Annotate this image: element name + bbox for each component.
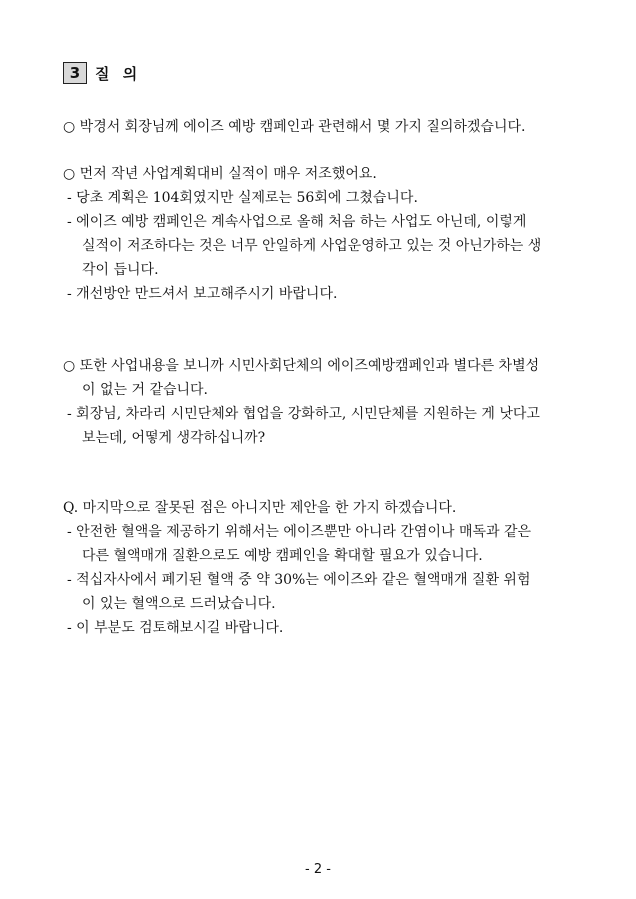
section-title: 질 의	[95, 64, 142, 83]
section-header	[63, 62, 141, 84]
text-line: ○ 또한 사업내용을 보니까 시민사회단체의 에이즈예방캠페인과 별다른 차별성	[63, 358, 540, 374]
text-line: 실적이 저조하다는 것은 너무 안일하게 사업운영하고 있는 것 아닌가하는 생	[82, 238, 542, 254]
text-line: - 회장님, 차라리 시민단체와 협업을 강화하고, 시민단체를 지원하는 게 낫다고	[67, 406, 540, 422]
paragraph-4	[63, 496, 583, 640]
text-line: - 에이즈 예방 캠페인은 계속사업으로 올해 처음 하는 사업도 아닌데, 이렇게	[67, 214, 527, 230]
text-line: 이 없는 거 같습니다.	[82, 382, 208, 398]
text-line: - 당초 계획은 104회였지만 실제로는 56회에 그쳤습니다.	[67, 190, 418, 206]
text-line: 이 있는 혈액으로 드러났습니다.	[82, 596, 276, 612]
text-line: ○ 박경서 회장님께 에이즈 예방 캠페인과 관련해서 몇 가지 질의하겠습니다.	[63, 119, 526, 135]
paragraph-3	[63, 354, 583, 450]
paragraph-2	[63, 162, 583, 306]
text-line: - 이 부분도 검토해보시길 바랍니다.	[67, 620, 284, 636]
text-line: 다른 혈액매개 질환으로도 예방 캠페인을 확대할 필요가 있습니다.	[82, 548, 483, 564]
text-line: - 개선방안 만드셔서 보고해주시기 바랍니다.	[67, 286, 338, 302]
page-number: - 2 -	[305, 862, 331, 877]
paragraph-1	[63, 115, 583, 139]
text-line: 각이 듭니다.	[82, 262, 159, 278]
text-line: Q. 마지막으로 잘못된 점은 아니지만 제안을 한 가지 하겠습니다.	[63, 500, 457, 516]
text-line: - 적십자사에서 폐기된 혈액 중 약 30%는 에이즈와 같은 혈액매개 질환 위험	[67, 572, 531, 588]
text-line: 보는데, 어떻게 생각하십니까?	[82, 430, 266, 446]
section-number: 3	[63, 62, 87, 84]
text-line: ○ 먼저 작년 사업계획대비 실적이 매우 저조했어요.	[63, 166, 377, 182]
text-line: - 안전한 혈액을 제공하기 위해서는 에이즈뿐만 아니라 간염이나 매독과 같은	[67, 524, 532, 540]
